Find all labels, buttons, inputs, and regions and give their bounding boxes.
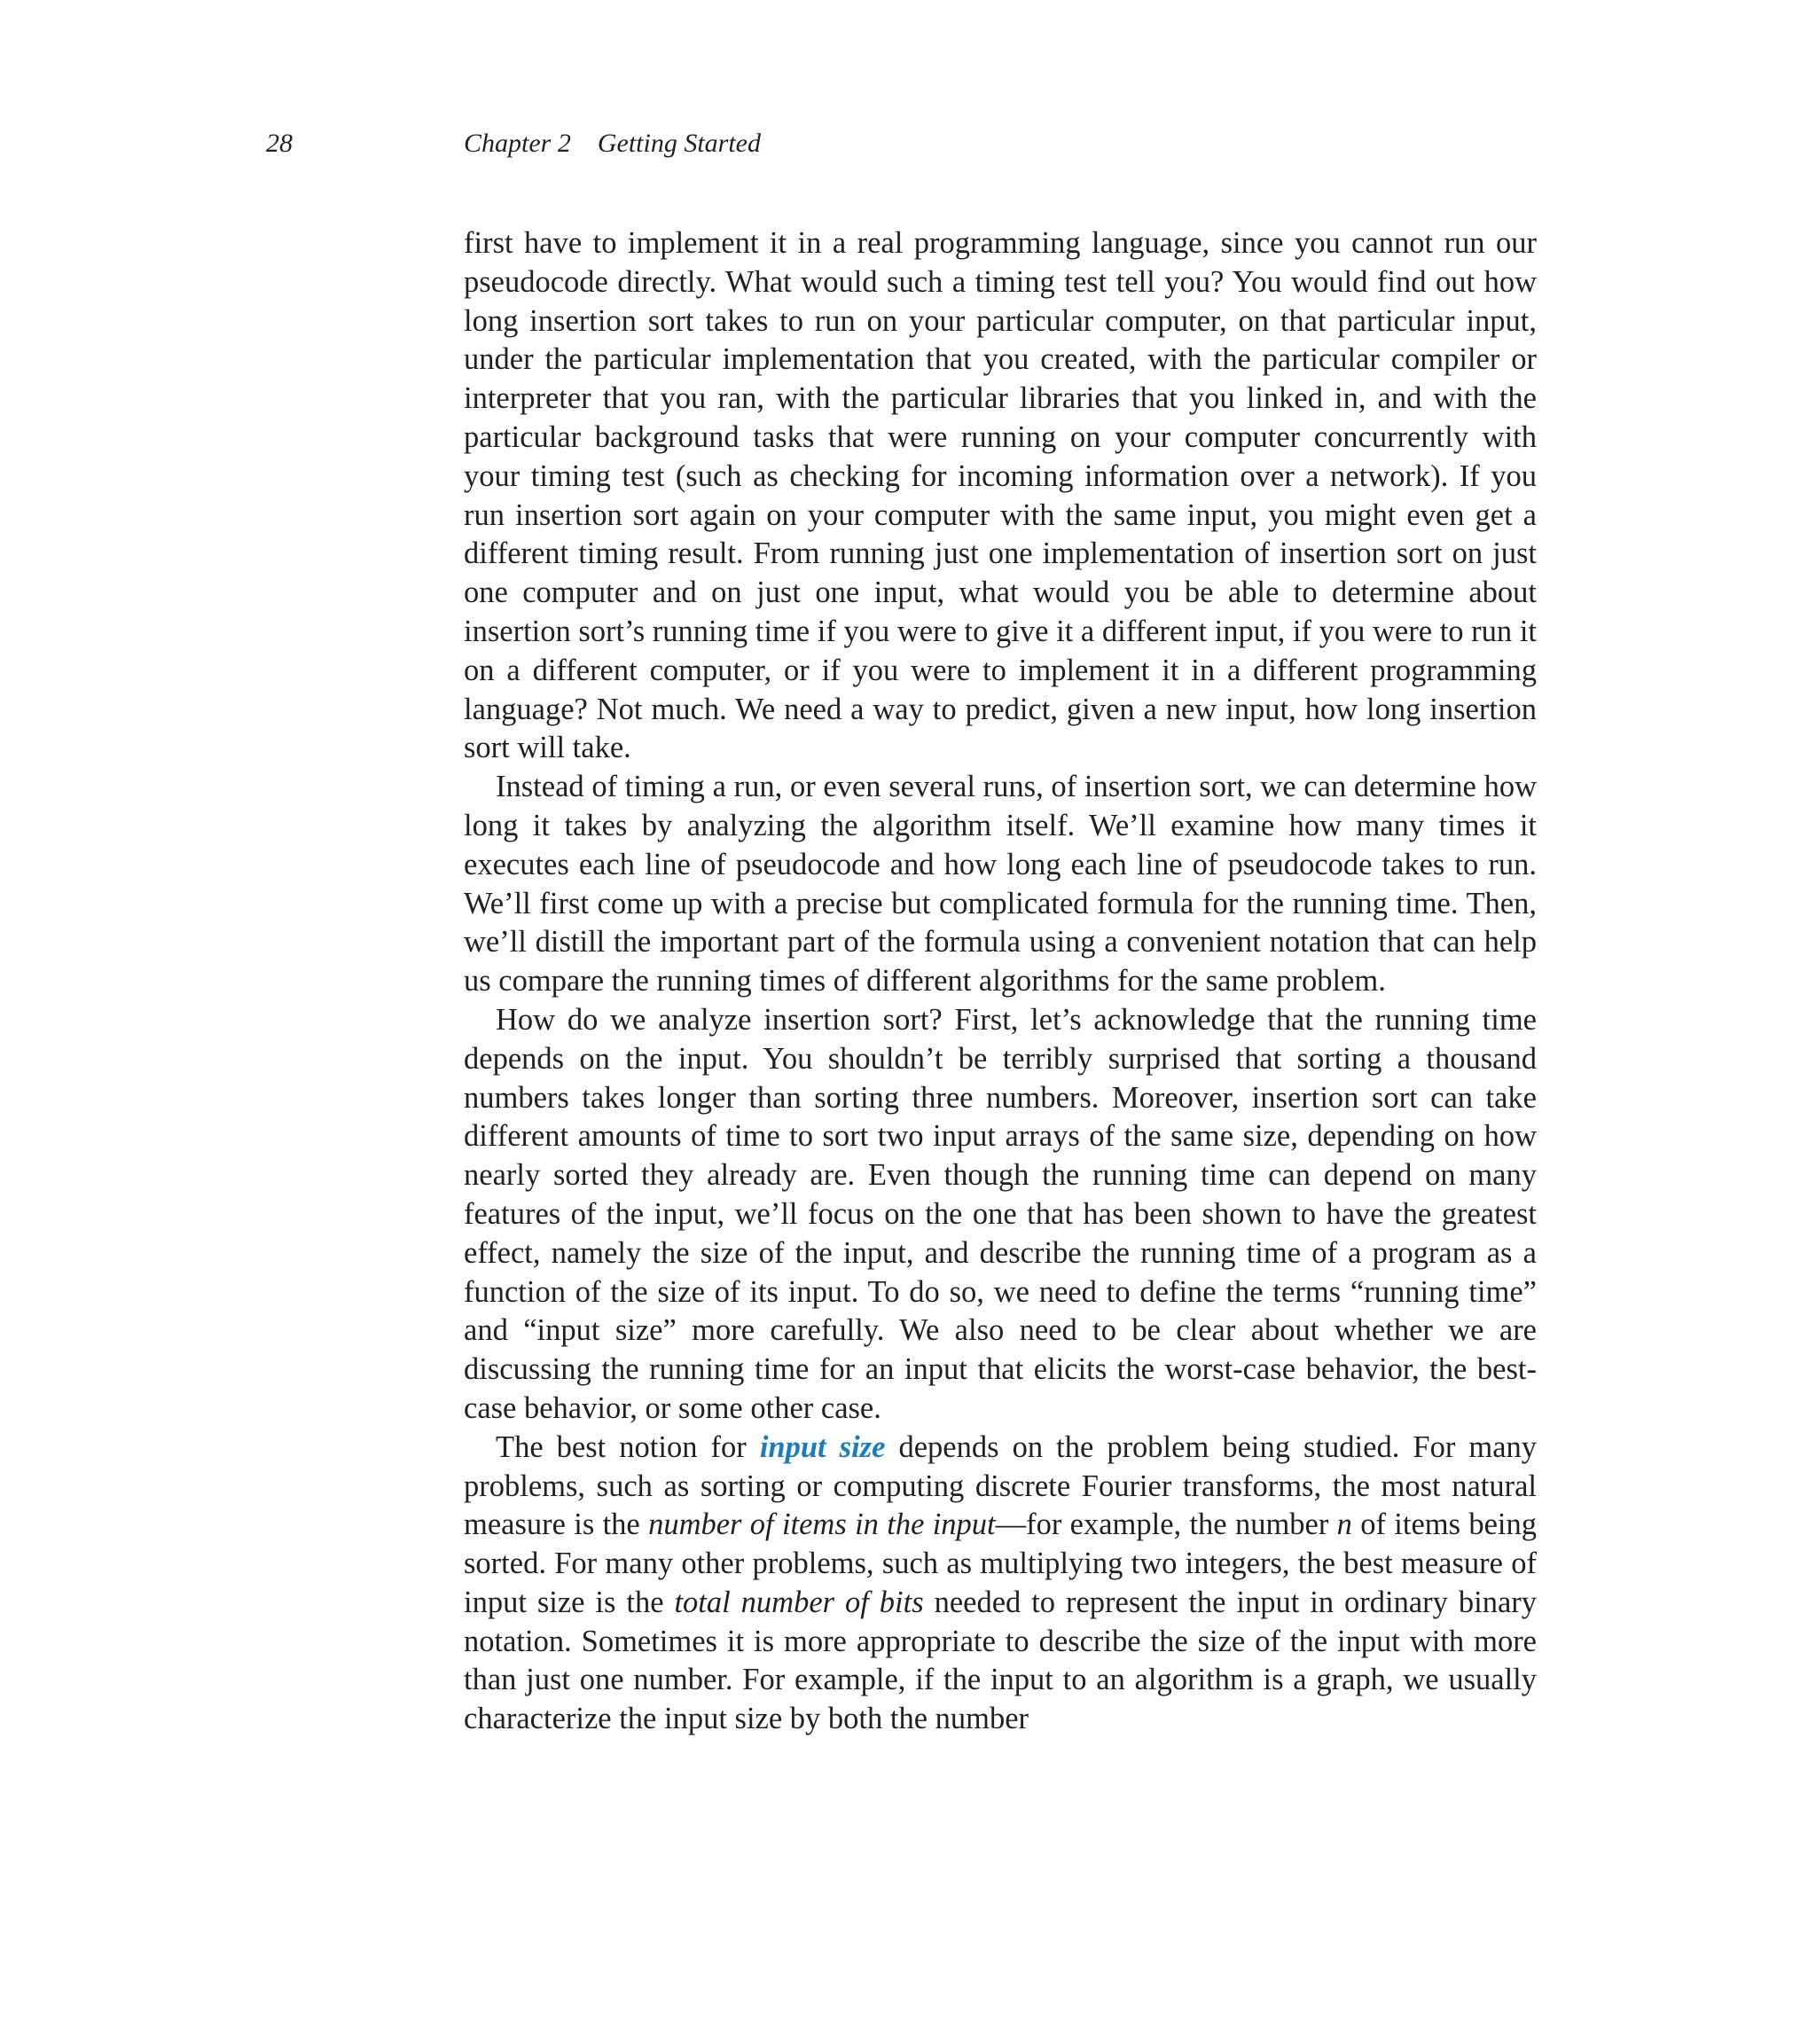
- chapter-title: Getting Started: [597, 129, 761, 158]
- paragraph-4-text-4: of items being sorted. For many other problems, such as multiplying two integers, the best measure of input size is the: [464, 1508, 1537, 1619]
- defined-term-input-size: input size: [759, 1429, 886, 1464]
- paragraph-1: first have to implement it in a real programming language, since you cannot run our pseudocode directly. What would such a timing test tell you? You would find out how long insertion sort takes to run on your particular computer, on that particular input, under the particular implementation that you created, with the particular compiler or interpreter that you ran, with the particular libraries that you linked in, and with the particular background tasks that were running on your computer concurrently with your timing test (such as checking for incoming information over a network). If you run insertion sort again on your computer with the same input, you might even get a different timing result. From running just one implementation of insertion sort on just one computer and on just one input, what would you be able to determine about insertion sort’s running time if you were to give it a different input, if you were to run it on a different computer, or if you were to implement it in a different programming language? Not much. We need a way to predict, given a new input, how long insertion sort will take.: [464, 226, 1537, 765]
- chapter-label: Chapter 2: [464, 129, 571, 158]
- chapter-heading: [464, 126, 761, 161]
- paragraph-4-text-5: needed to represent the input in ordinary binary notation. Sometimes it is more appropriate to describe the size of the input with more than just one number. For example, if the input to an algorithm is a graph, we usually characterize the input size by both the number: [464, 1585, 1537, 1736]
- paragraph-4-text-2: depends on the problem being studied. For many problems, such as sorting or computing discrete Fourier transforms, the most natural measure is the: [464, 1429, 1538, 1542]
- running-head: [0, 126, 1816, 161]
- paragraph-4-text-1: The best notion for: [496, 1429, 760, 1464]
- math-variable-n: n: [1336, 1508, 1352, 1542]
- page-number: 28: [266, 129, 293, 158]
- emphasis-number-of-items: number of items in the input: [648, 1508, 996, 1542]
- paragraph-2: Instead of timing a run, or even several runs, of insertion sort, we can determine how long it takes by analyzing the algorithm itself. We’ll examine how many times it executes each line of pseudocode and how long each line of pseudocode takes to run. We’ll first come up with a precise but complicated formula for the running time. Then, we’ll distill the important part of the formula using a convenient notation that can help us compare the running times of different algorithms for the same problem.: [464, 770, 1537, 999]
- body-text: [464, 224, 1537, 1739]
- paragraph-4: [464, 1429, 1537, 1739]
- emphasis-total-number-of-bits: total number of bits: [674, 1585, 924, 1619]
- paragraph-3: How do we analyze insertion sort? First, let’s acknowledge that the running time depends on the input. You shouldn’t be terribly surprised that sorting a thousand numbers takes longer than sorting three numbers. Moreover, insertion sort can take different amounts of time to sort two input arrays of the same size, depending on how nearly sorted they already are. Even though the running time can depend on many features of the input, we’ll focus on the one that has been shown to have the greatest effect, namely the size of the input, and describe the running time of a program as a function of the size of its input. To do so, we need to define the terms “running time” and “input size” more carefully. We also need to be clear about whether we are discussing the running time for an input that elicits the worst-case behavior, the best-case behavior, or some other case.: [464, 1002, 1537, 1425]
- paragraph-4-text-3: —for example, the number: [995, 1508, 1337, 1542]
